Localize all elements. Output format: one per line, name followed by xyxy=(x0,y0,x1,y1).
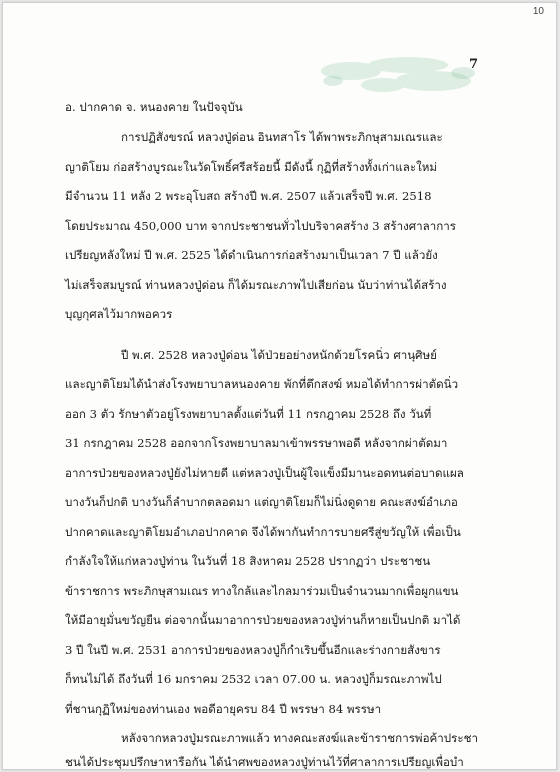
ink-stain-decoration xyxy=(313,51,483,106)
text-line: ก็ทนไม่ได้ ถึงวันที่ 16 มกราคม 2532 เวลา 07.00 น. หลวงปู่ก็มรณะภาพไป xyxy=(65,672,442,686)
corner-number: 10 xyxy=(532,6,544,17)
text-line: ชนได้ประชุมปรึกษาหารือกัน ได้นำศพของหลวงปู่ท่านไว้ที่ศาลาการเปรียญเพื่อบำ xyxy=(65,755,464,769)
text-line: ให้มีอายุมั่นขวัญยืน ต่อจากนั้นมาอาการป่วยของหลวงปู่ท่านก็หายเป็นปกติ มาได้ xyxy=(65,613,461,627)
text-line: ไม่เสร็จสมบูรณ์ ท่านหลวงปู่ด่อน ก็ได้มรณะภาพไปเสียก่อน นับว่าท่านได้สร้าง xyxy=(65,278,447,292)
text-line: และญาติโยมได้นำส่งโรงพยาบาลหนองคาย พักที่ตึกสงฆ์ หมอได้ทำการผ่าตัดนิ่ว xyxy=(65,377,459,391)
text-line: อ. ปากคาด จ. หนองคาย ในปัจจุบัน xyxy=(65,100,243,114)
text-line: หลังจากหลวงปู่มรณะภาพแล้ว ทางคณะสงฆ์และข้าราชการพ่อค้าประชา xyxy=(121,731,478,745)
document-page xyxy=(2,2,557,770)
text-line: ปากคาดและญาติโยมอำเภอปากคาด จึงได้พากันทำการบายศรีสู่ขวัญให้ เพื่อเป็น xyxy=(65,525,461,539)
text-line: 31 กรกฎาคม 2528 ออกจากโรงพยาบาลมาเข้าพรรษาพอดี หลังจากผ่าตัดมา xyxy=(65,436,448,450)
text-line: ออก 3 ตัว รักษาตัวอยู่โรงพยาบาลตั้งแต่วันที่ 11 กรกฎาคม 2528 ถึง วันที่ xyxy=(65,407,432,421)
text-line: ที่ชานกุฏิใหม่ของท่านเอง พอดีอายุครบ 84 ปี พรรษา 84 พรรษา xyxy=(65,702,382,716)
text-line: การปฏิสังขรณ์ หลวงปู่ด่อน อินทสาโร ได้พาพระภิกษุสามเณรและ xyxy=(121,130,443,144)
page-number: 7 xyxy=(469,57,479,72)
text-line: ข้าราชการ พระภิกษุสามเณร ทางใกล้และไกลมาร่วมเป็นจำนวนมากเพื่อผูกแขน xyxy=(65,584,459,598)
text-line: โดยประมาณ 450,000 บาท จากประชาชนทั่วไปบริจาคสร้าง 3 สร้างศาลาการ xyxy=(65,219,457,233)
text-line: บางวันก็ปกติ บางวันก็ลำบากตลอดมา แต่ญาติโยมก็ไม่นิ่งดูดาย คณะสงฆ์อำเภอ xyxy=(65,495,458,509)
text-line: ญาติโยม ก่อสร้างบูรณะในวัดโพธิ์ศรีสร้อยนี้ มีดังนี้ กุฏิที่สร้างทั้งเก่าและใหม่ xyxy=(65,160,438,174)
text-line: บุญกุศลไว้มากพอควร xyxy=(65,307,173,321)
text-line: เปรียญหลังใหม่ ปี พ.ศ. 2525 ได้ดำเนินการก่อสร้างมาเป็นเวลา 7 ปี แล้วยัง xyxy=(65,248,438,262)
text-line: ปี พ.ศ. 2528 หลวงปู่ด่อน ได้ป่วยอย่างหนักด้วยโรคนิ่ว ศานุศิษย์ xyxy=(121,348,437,362)
text-line: มีจำนวน 11 หลัง 2 พระอุโบสถ สร้างปี พ.ศ. 2507 แล้วเสร็จปี พ.ศ. 2518 xyxy=(65,189,432,203)
text-line: กำลังใจให้แก่หลวงปู่ท่าน ในวันที่ 18 สิงหาคม 2528 ปรากฏว่า ประชาชน xyxy=(65,554,431,568)
text-line: 3 ปี ในปี พ.ศ. 2531 อาการป่วยของหลวงปู่ก็กำเริบขึ้นอีกและร่างกายสังขาร xyxy=(65,643,441,657)
text-line: อาการป่วยของหลวงปู่ยังไม่หายดี แต่หลวงปู่เป็นผู้ใจแข็งมีมานะอดทนต่อบาดแผล xyxy=(65,466,464,480)
